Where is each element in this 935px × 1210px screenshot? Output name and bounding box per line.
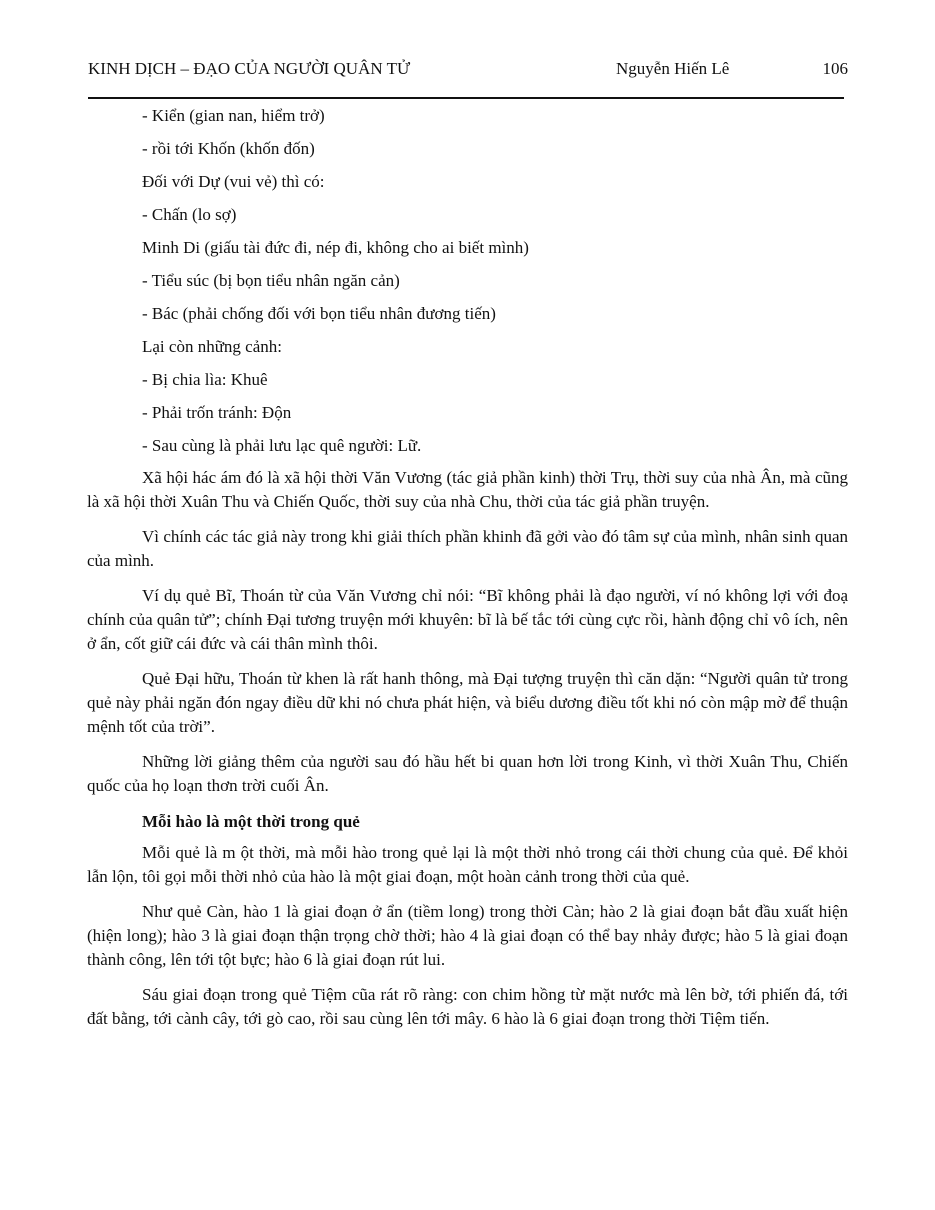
body-paragraph: Quẻ Đại hữu, Thoán từ khen là rất hanh thông, mà Đại tượng truyện thì căn dặn: “Người quân tử trong quẻ này phải ngăn đón ngay điều dữ khi nó chưa phát hiện, và biểu dương điều tốt khi nó còn mập mờ để thuận mệnh tốt của trời”. (87, 669, 848, 736)
body-paragraph: Như quẻ Càn, hào 1 là giai đoạn ở ẩn (tiềm long) trong thời Càn; hào 2 là giai đoạn bắt đầu xuất hiện (hiện long); hào 3 là giai đoạn thận trọng chờ thời; hào 4 là giai đoạn có thể bay nhảy được; hào 5 là giai đoạn thành công, lên tới tột bực; hào 6 là giai đoạn rút lui. (87, 902, 848, 969)
list-item: - rồi tới Khốn (khốn đốn) (142, 139, 315, 158)
body-paragraph: Xã hội hác ám đó là xã hội thời Văn Vương (tác giả phần kinh) thời Trụ, thời suy của nhà Ân, mà cũng là xã hội thời Xuân Thu và Chiến Quốc, thời suy của nhà Chu, thời của tác giả phần truyện. (87, 468, 848, 511)
body-paragraph: Mỗi quẻ là m ột thời, mà mỗi hào trong quẻ lại là một thời nhỏ trong cái thời chung của quẻ. Để khỏi lẫn lộn, tôi gọi mỗi thời nhỏ của hào là một giai đoạn, một hoàn cảnh trong thời của quẻ. (87, 843, 848, 886)
body-paragraph: Sáu giai đoạn trong quẻ Tiệm cũa rát rõ ràng: con chim hồng từ mặt nước mà lên bờ, tới phiến đá, tới đất bằng, tới cành cây, tới gò cao, rồi sau cùng lên tới mây. 6 hào là 6 giai đoạn trong thời Tiệm tiến. (87, 985, 848, 1028)
book-title: KINH DỊCH – ĐẠO CỦA NGƯỜI QUÂN TỬ (88, 59, 411, 78)
list-item: Minh Di (giấu tài đức đi, nép đi, không cho ai biết mình) (142, 238, 529, 257)
list-item: - Sau cùng là phải lưu lạc quê người: Lữ. (142, 436, 422, 455)
section-heading: Mỗi hào là một thời trong quẻ (142, 812, 360, 831)
page-body (87, 103, 848, 1042)
body-paragraph: Vì chính các tác giả này trong khi giải thích phần khinh đã gởi vào đó tâm sự của mình, nhân sinh quan của mình. (87, 527, 848, 570)
body-paragraph: Những lời giảng thêm của người sau đó hầu hết bi quan hơn lời trong Kinh, vì thời Xuân Thu, Chiến quốc của họ loạn thơn trời cuối Ân. (87, 752, 848, 795)
list-item: - Bị chia lìa: Khuê (142, 370, 268, 389)
list-item: Đối với Dự (vui vẻ) thì có: (142, 172, 325, 191)
list-item: - Chấn (lo sợ) (142, 205, 237, 224)
list-item: - Phải trốn tránh: Độn (142, 403, 292, 422)
list-item: - Kiển (gian nan, hiểm trở) (142, 106, 325, 125)
list-item: - Bác (phải chống đối với bọn tiểu nhân đương tiến) (142, 304, 496, 323)
body-paragraph: Ví dụ quẻ Bĩ, Thoán từ của Văn Vương chỉ nói: “Bĩ không phải là đạo người, ví nó không lợi với đoạ chính của quân tử”; chính Đại tương truyện mới khuyên: bĩ là bế tắc tới cùng cực rồi, hành động chỉ vô ích, nên ở ẩn, cốt giữ cái đức và cái thân mình thôi. (87, 586, 848, 653)
page-number: 106 (822, 59, 848, 78)
page-header (88, 56, 848, 82)
header-divider (88, 97, 844, 99)
list-item: - Tiểu súc (bị bọn tiểu nhân ngăn cản) (142, 271, 400, 290)
list-item: Lại còn những cảnh: (142, 337, 282, 356)
author-name: Nguyễn Hiến Lê (616, 59, 730, 78)
